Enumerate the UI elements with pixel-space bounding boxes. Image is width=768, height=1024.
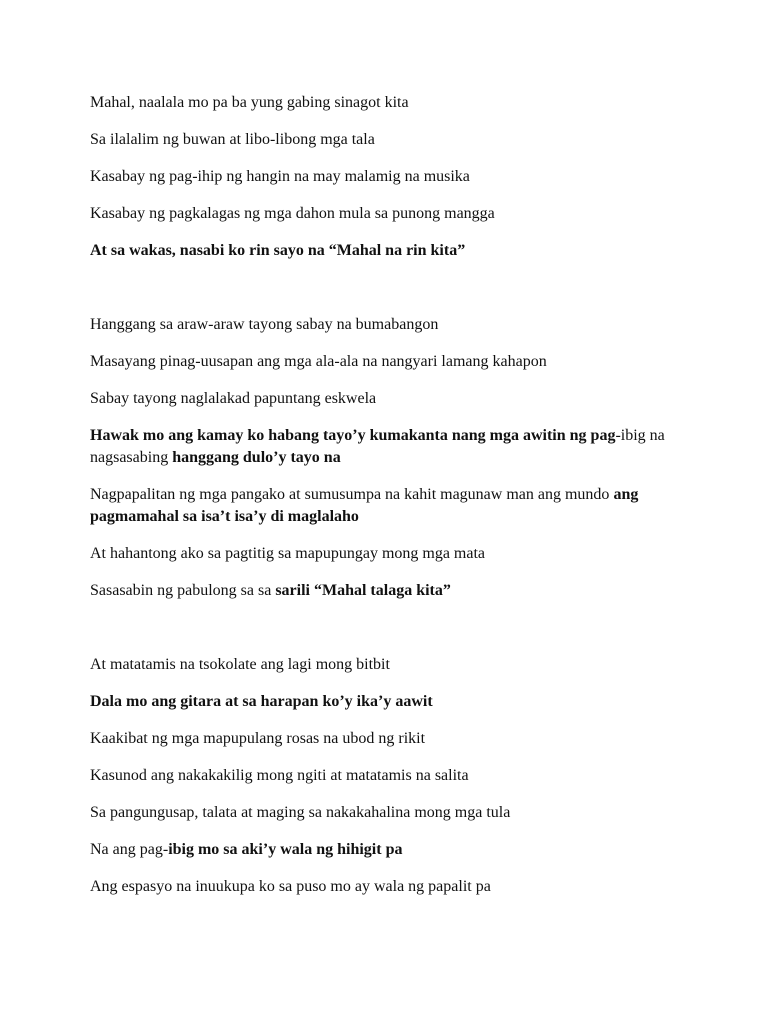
poem-line (90, 839, 700, 861)
poem-line (90, 543, 700, 565)
poem-line (90, 580, 700, 602)
bold-text-segment: Hawak mo ang kamay ko habang tayo’y kumakanta nang mga awitin ng pag (90, 427, 616, 444)
poem-line (90, 388, 700, 410)
text-segment: Masayang pinag-uusapan ang mga ala-ala na nangyari lamang kahapon (90, 353, 547, 370)
poem-line (90, 876, 700, 898)
text-segment: Sabay tayong naglalakad papuntang eskwela (90, 390, 377, 407)
poem-line (90, 802, 700, 824)
text-segment: At matatamis na tsokolate ang lagi mong bitbit (90, 656, 390, 673)
text-segment: Nagpapalitan ng mga pangako at sumusumpa na kahit magunaw man ang mundo (90, 486, 614, 503)
text-segment: Kaakibat ng mga mapupulang rosas na ubod ng rikit (90, 730, 426, 747)
poem-line (90, 351, 700, 373)
bold-text-segment: sarili “Mahal talaga kita” (275, 582, 451, 599)
text-segment: Sa ilalalim ng buwan at libo-libong mga tala (90, 131, 375, 148)
text-segment: Sa pangungusap, talata at maging sa nakakahalina mong mga tula (90, 804, 511, 821)
text-segment: Ang espasyo na inuukupa ko sa puso mo ay wala ng papalit pa (90, 878, 491, 895)
poem-line (90, 425, 700, 469)
poem-line (90, 314, 700, 336)
stanza (90, 654, 700, 898)
poem-line (90, 691, 700, 713)
poem-line (90, 166, 700, 188)
stanza-gap (90, 277, 700, 314)
poem-line (90, 728, 700, 750)
text-segment: Na ang pag- (90, 841, 169, 858)
stanza (90, 314, 700, 602)
poem-line (90, 92, 700, 114)
text-segment: Sasasabin ng pabulong sa sa (90, 582, 276, 599)
bold-text-segment: ang pagmamahal sa isa’t isa’y di maglalaho (90, 486, 639, 525)
text-segment: Hanggang sa araw-araw tayong sabay na bumabangon (90, 316, 439, 333)
text-segment: Kasabay ng pag-ihip ng hangin na may malamig na musika (90, 168, 470, 185)
text-segment: Kasunod ang nakakakilig mong ngiti at matatamis na salita (90, 767, 469, 784)
stanza-gap (90, 617, 700, 654)
poem-line (90, 484, 700, 528)
poem-line (90, 240, 700, 262)
bold-text-segment: hanggang dulo’y tayo na (172, 449, 341, 466)
poem-body (90, 92, 700, 913)
text-segment: -ibig na nagsasabing (90, 427, 665, 466)
text-segment: Kasabay ng pagkalagas ng mga dahon mula sa punong mangga (90, 205, 495, 222)
poem-line (90, 654, 700, 676)
bold-text-segment: At sa wakas, nasabi ko rin sayo na “Mahal na rin kita” (90, 242, 466, 259)
text-segment: At hahantong ako sa pagtitig sa mapupungay mong mga mata (90, 545, 486, 562)
poem-line (90, 765, 700, 787)
stanza (90, 92, 700, 262)
poem-line (90, 129, 700, 151)
poem-line (90, 203, 700, 225)
bold-text-segment: ibig mo sa aki’y wala ng hihigit pa (168, 841, 403, 858)
bold-text-segment: Dala mo ang gitara at sa harapan ko’y ika’y aawit (90, 693, 433, 710)
text-segment: Mahal, naalala mo pa ba yung gabing sinagot kita (90, 94, 409, 111)
